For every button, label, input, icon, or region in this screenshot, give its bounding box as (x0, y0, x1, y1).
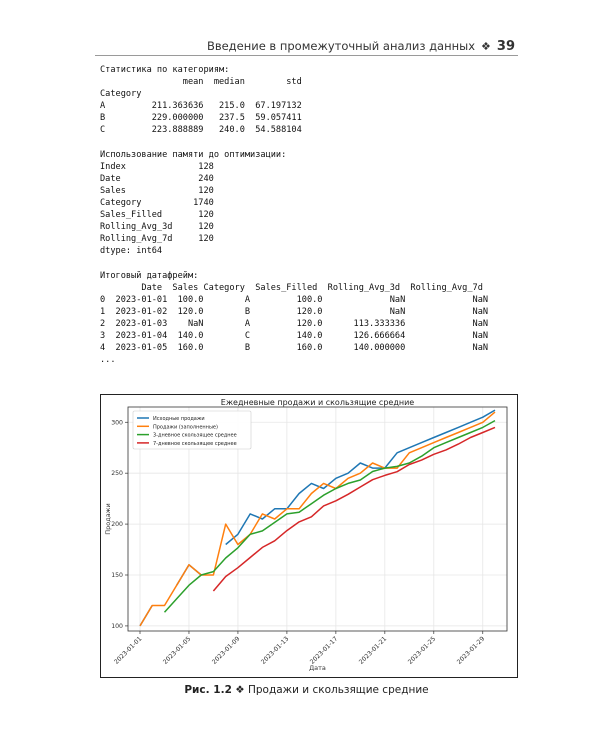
line-chart (101, 395, 517, 677)
code-line: Index 128 (100, 161, 214, 172)
code-line: 0 2023-01-01 100.0 A 100.0 NaN NaN (100, 294, 489, 305)
x-tick-label: 2023-01-13 (259, 635, 291, 666)
code-line: mean median std (100, 77, 302, 88)
caption-label: Рис. 1.2 (184, 684, 232, 696)
code-line: Date 240 (100, 173, 214, 184)
code-line: B 229.000000 237.5 59.057411 (100, 113, 302, 124)
caption-text: Продажи и скользящие средние (248, 684, 429, 696)
y-tick-label: 250 (111, 470, 123, 478)
y-axis-label: Продажи (104, 503, 112, 535)
running-header (95, 36, 515, 56)
code-line: dtype: int64 (100, 246, 163, 257)
code-line: A 211.363636 215.0 67.197132 (100, 101, 302, 112)
x-tick-label: 2023-01-17 (308, 635, 340, 666)
x-tick-label: 2023-01-05 (161, 635, 193, 666)
code-line (100, 258, 488, 270)
legend-entry: Исходные продажи (153, 416, 205, 422)
x-tick-label: 2023-01-09 (210, 635, 242, 666)
code-line: Rolling_Avg_7d 120 (100, 234, 214, 245)
code-line: Category (100, 89, 142, 100)
y-tick-label: 150 (111, 572, 123, 579)
header-rule (95, 55, 518, 56)
code-line: ... (100, 355, 116, 366)
y-tick-label: 300 (111, 419, 123, 427)
code-line: C 223.888889 240.0 54.588104 (100, 125, 302, 136)
code-line: Rolling_Avg_3d 120 (100, 222, 214, 233)
code-line: 3 2023-01-04 140.0 C 140.0 126.666664 NaN (100, 331, 489, 342)
x-axis-label: Дата (309, 664, 326, 672)
caption-separator-icon: ❖ (235, 684, 245, 696)
code-line: Sales 120 (100, 185, 214, 196)
code-line: 1 2023-01-02 120.0 B 120.0 NaN NaN (100, 306, 489, 317)
code-line: Статистика по категориям: (100, 65, 230, 75)
chart-title: Ежедневные продажи и скользящие средние (220, 398, 415, 407)
page-number: 39 (496, 38, 515, 54)
y-tick-label: 200 (111, 521, 123, 529)
x-tick-label: 2023-01-21 (357, 635, 389, 666)
x-tick-label: 2023-01-29 (455, 635, 487, 666)
legend-entry: Продажи (заполненные) (153, 424, 218, 431)
code-line: Sales_Filled 120 (100, 210, 214, 221)
code-line (100, 137, 488, 149)
code-line: Category 1740 (100, 198, 214, 209)
series-line (213, 427, 495, 591)
x-tick-label: 2023-01-01 (113, 635, 144, 666)
code-output (100, 64, 488, 366)
code-line: Итоговый датафрейм: (100, 270, 199, 281)
header-title: Введение в промежуточный анализ данных (206, 39, 476, 53)
code-line: 4 2023-01-05 160.0 B 160.0 140.000000 NaN (100, 343, 489, 354)
x-tick-label: 2023-01-25 (406, 635, 438, 666)
code-line: Date Sales Category Sales_Filled Rolling_Avg_3d Rolling_Avg_7d (100, 282, 483, 293)
code-line: 2 2023-01-03 NaN A 120.0 113.333336 NaN (100, 318, 489, 329)
y-tick-label: 100 (111, 622, 123, 630)
code-line: Использование памяти до оптимизации: (100, 149, 287, 160)
legend-entry: 3-дневное скользящее среднее (153, 432, 237, 439)
header-separator-icon: ❖ (481, 39, 491, 53)
figure-caption (95, 684, 518, 696)
legend-entry: 7-дневное скользящее среднее (153, 440, 237, 447)
figure (100, 394, 518, 678)
